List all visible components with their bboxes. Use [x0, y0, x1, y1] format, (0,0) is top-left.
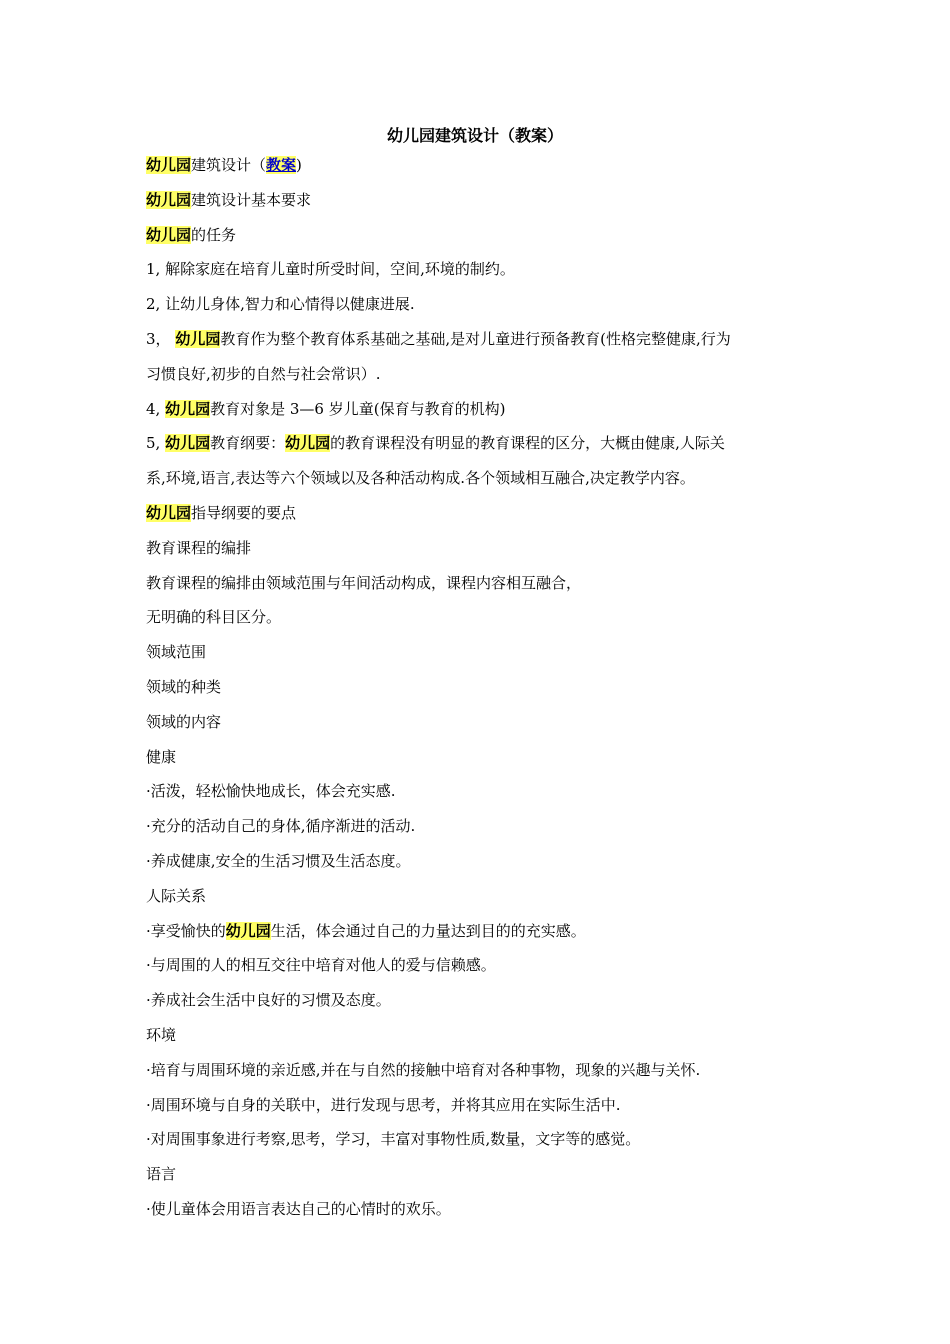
text-run: 无明确的科目区分。	[146, 608, 282, 627]
document-line	[146, 914, 806, 949]
document-line	[146, 322, 806, 357]
lesson-plan-link[interactable]: 教案	[266, 156, 297, 174]
text-run: 1, 解除家庭在培育儿童时所受时间，空间,环境的制约。	[146, 260, 515, 279]
text-run: 教育课程的编排由领域范围与年间活动构成，课程内容相互融合，	[146, 573, 582, 592]
document-line	[146, 1088, 806, 1123]
document-line	[146, 809, 806, 844]
document-line	[146, 1053, 806, 1088]
text-run: 系,环境,语言,表达等六个领域以及各种活动构成.各个领域相互融合,决定教学内容。	[146, 469, 695, 488]
text-run: ·充分的活动自己的身体,循序渐进的活动.	[146, 817, 416, 836]
text-run: ·使儿童体会用语言表达自己的心情时的欢乐。	[146, 1199, 451, 1218]
document-line	[146, 148, 806, 183]
text-run: 建筑设计（	[191, 156, 267, 174]
highlighted-term: 幼儿园	[225, 921, 271, 940]
document-line	[146, 461, 806, 496]
text-run: 4,	[146, 399, 166, 418]
document-body	[146, 148, 806, 1227]
document-line	[146, 844, 806, 879]
text-run: ·享受愉快的	[146, 921, 226, 940]
document-line	[146, 183, 806, 218]
document-line	[146, 670, 806, 705]
document-line	[146, 392, 806, 427]
highlighted-term: 幼儿园	[285, 434, 331, 453]
text-run: ·周围环境与自身的关联中，进行发现与思考，并将其应用在实际生活中.	[146, 1095, 621, 1114]
document-line	[146, 1122, 806, 1157]
text-run: )	[296, 156, 302, 174]
document-title: 幼儿园建筑设计（教案）	[386, 126, 563, 145]
text-run: 领域的种类	[146, 677, 222, 696]
document-line	[146, 496, 806, 531]
text-run: 领域范围	[146, 643, 207, 662]
text-run: 生活，体会通过自己的力量达到目的的充实感。	[270, 921, 586, 940]
document-line	[146, 357, 806, 392]
document-line	[146, 705, 806, 740]
text-run: 教育纲要：	[210, 434, 286, 453]
document-line	[146, 287, 806, 322]
text-run: 环境	[146, 1025, 177, 1044]
document-line	[146, 948, 806, 983]
document-line	[146, 740, 806, 775]
highlighted-term: 幼儿园	[146, 190, 192, 209]
document-line	[146, 879, 806, 914]
text-run: 教育作为整个教育体系基础之基础,是对儿童进行预备教育(性格完整健康,行为	[220, 329, 731, 348]
text-run: 人际关系	[146, 886, 207, 905]
document-line	[146, 218, 806, 253]
text-run: 5,	[146, 434, 166, 453]
document-line	[146, 531, 806, 566]
document-line	[146, 1018, 806, 1053]
highlighted-term: 幼儿园	[146, 156, 192, 174]
document-line	[146, 635, 806, 670]
text-run: 指导纲要的要点	[191, 503, 297, 522]
document-line	[146, 600, 806, 635]
document-line	[146, 1192, 806, 1227]
document-line	[146, 774, 806, 809]
document-line	[146, 252, 806, 287]
text-run: 健康	[146, 747, 177, 766]
highlighted-term: 幼儿园	[146, 225, 192, 244]
text-run: ·与周围的人的相互交往中培育对他人的爱与信赖感。	[146, 956, 496, 975]
text-run: 习惯良好,初步的自然与社会常识）.	[146, 364, 381, 383]
highlighted-term: 幼儿园	[165, 399, 211, 418]
text-run: 的教育课程没有明显的教育课程的区分，大概由健康,人际关	[330, 434, 725, 453]
text-run: 教育对象是 3—6 岁儿童(保育与教育的机构)	[210, 399, 506, 418]
text-run: 领域的内容	[146, 712, 222, 731]
text-run: 语言	[146, 1165, 177, 1184]
text-run: 2, 让幼儿身体,智力和心情得以健康进展.	[146, 295, 415, 314]
document-line	[146, 426, 806, 461]
text-run: ·养成社会生活中良好的习惯及态度。	[146, 991, 391, 1010]
highlighted-term: 幼儿园	[165, 434, 211, 453]
text-run: 3，	[146, 329, 176, 348]
text-run: 建筑设计基本要求	[191, 190, 312, 209]
document-line	[146, 1157, 806, 1192]
document-line	[146, 566, 806, 601]
highlighted-term: 幼儿园	[175, 329, 221, 348]
document-line	[146, 983, 806, 1018]
text-run: ·养成健康,安全的生活习惯及生活态度。	[146, 851, 411, 870]
text-run: 的任务	[191, 225, 237, 244]
text-run: 教育课程的编排	[146, 538, 252, 557]
text-run: ·活泼，轻松愉快地成长，体会充实感.	[146, 782, 396, 801]
text-run: ·对周围事象进行考察,思考，学习，丰富对事物性质,数量，文字等的感觉。	[146, 1130, 641, 1149]
highlighted-term: 幼儿园	[146, 503, 192, 522]
text-run: ·培育与周围环境的亲近感,并在与自然的接触中培育对各种事物，现象的兴趣与关怀.	[146, 1060, 701, 1079]
